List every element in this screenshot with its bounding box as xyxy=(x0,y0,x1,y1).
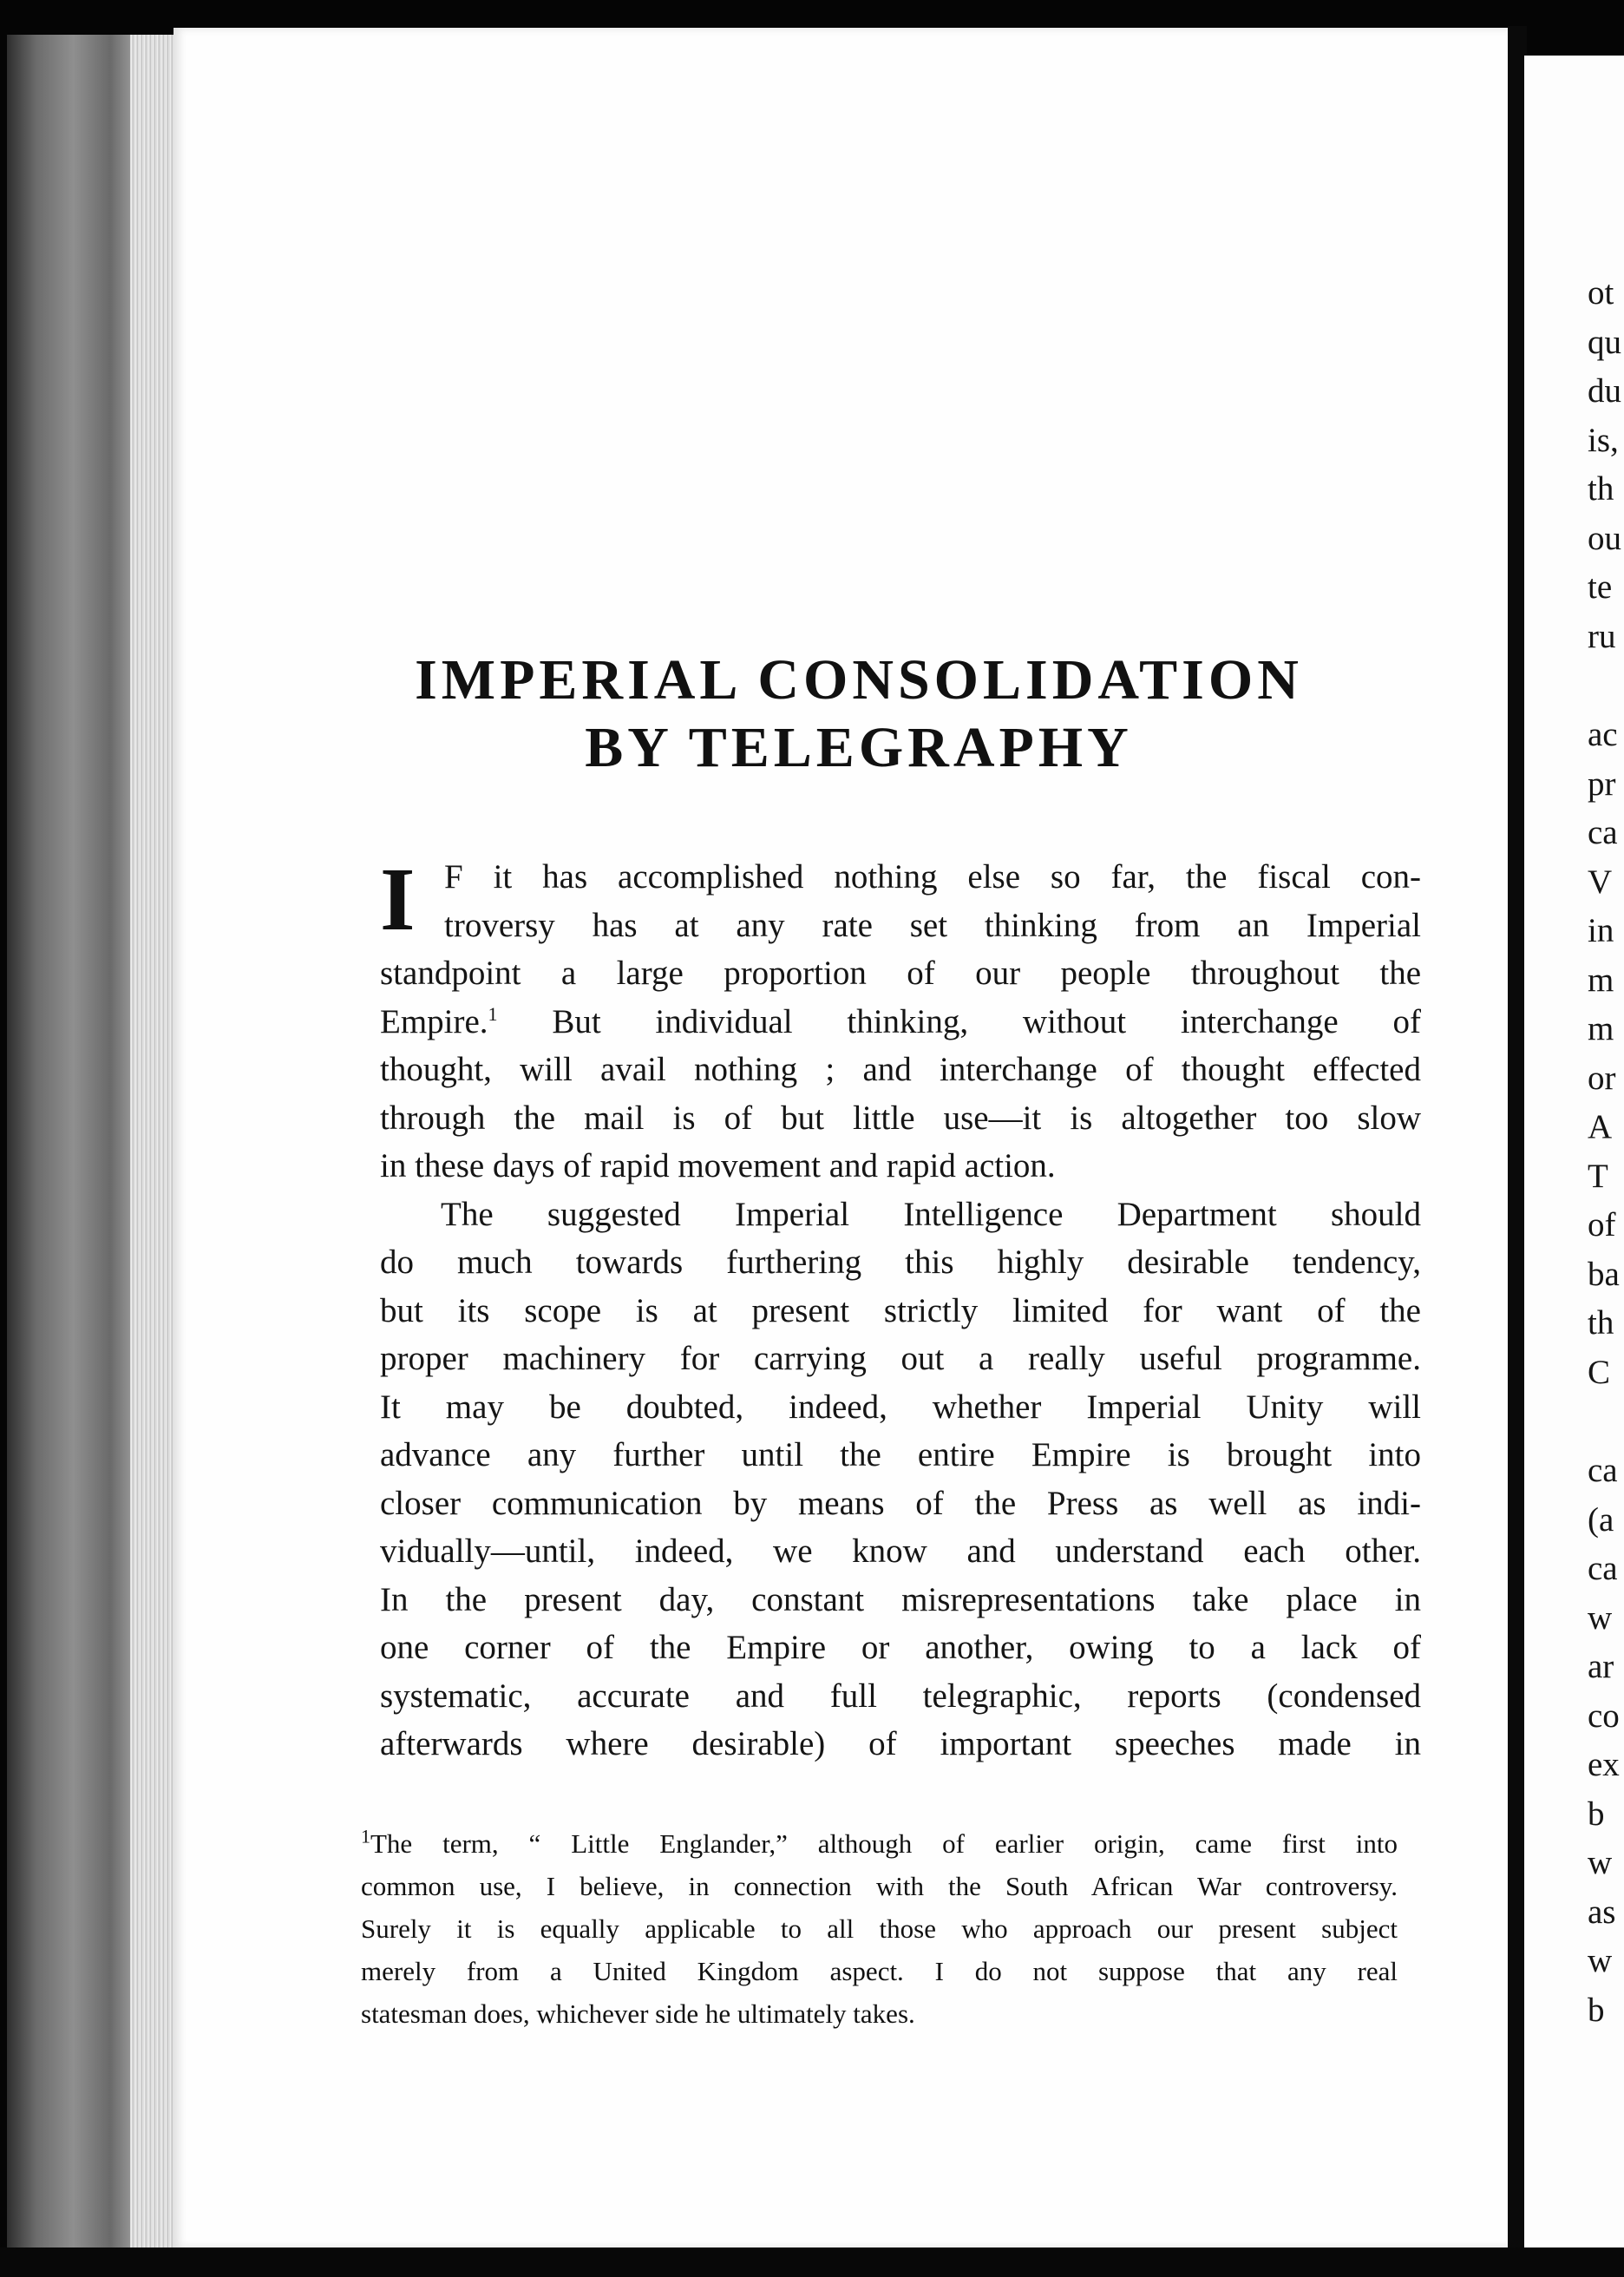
drop-cap: I xyxy=(380,850,416,949)
footnote-line: statesman does, whichever side he ultimately takes. xyxy=(361,1998,915,2029)
facing-line: of xyxy=(1588,1206,1616,1243)
facing-line: ex xyxy=(1588,1746,1620,1783)
text-fragment: The term, “ Little Englander,” although of earlier origin, came first into xyxy=(370,1828,1398,1859)
facing-line: th xyxy=(1588,470,1614,508)
text-line: proper machinery for carrying out a really useful programme. xyxy=(380,1340,1421,1377)
facing-line: C xyxy=(1588,1353,1611,1391)
facing-line: ca xyxy=(1588,814,1618,851)
footnote-line: common use, I believe, in connection with the South African War controversy. xyxy=(361,1871,1398,1901)
text-line: through the mail is of but little use—it is altogether too slow xyxy=(380,1099,1421,1137)
facing-line: w xyxy=(1588,1942,1613,1979)
facing-page-text-fragments xyxy=(1588,269,1624,2035)
facing-line: ru xyxy=(1588,617,1616,655)
footnote-line: merely from a United Kingdom aspect. I do not suppose that any real xyxy=(361,1956,1398,1986)
text-line xyxy=(380,998,1421,1047)
facing-line: m xyxy=(1588,961,1614,999)
facing-line: m xyxy=(1588,1010,1614,1047)
footnote-marker: 1 xyxy=(361,1825,370,1847)
text-line: but its scope is at present strictly limited for want of the xyxy=(380,1291,1421,1329)
facing-line: as xyxy=(1588,1893,1616,1931)
page-edges xyxy=(130,35,174,2256)
text-line: closer communication by means of the Press as well as indi- xyxy=(380,1484,1421,1522)
footnote-reference: 1 xyxy=(488,1002,498,1025)
facing-line: qu xyxy=(1588,323,1621,361)
paragraph-gap xyxy=(1588,1397,1624,1447)
facing-line: or xyxy=(1588,1059,1616,1097)
text-line: afterwards where desirable) of important speeches made in xyxy=(380,1725,1421,1762)
facing-line: is, xyxy=(1588,421,1619,459)
chapter-title-line-2: BY TELEGRAPHY xyxy=(585,716,1133,779)
text-line: advance any further until the entire Empire is brought into xyxy=(380,1436,1421,1473)
text-line: thought, will avail nothing ; and interchange of thought effected xyxy=(380,1051,1421,1088)
paragraph-gap xyxy=(1588,661,1624,711)
chapter-title-line-1: IMPERIAL CONSOLIDATION xyxy=(415,648,1303,712)
text-line: It may be doubted, indeed, whether Imperial Unity will xyxy=(380,1388,1421,1426)
facing-line: A xyxy=(1588,1108,1613,1145)
text-line: standpoint a large proportion of our people throughout the xyxy=(380,955,1421,992)
footnote-line: Surely it is equally applicable to all those who approach our present subject xyxy=(361,1913,1398,1944)
facing-line: (a xyxy=(1588,1500,1614,1539)
text-line: do much towards furthering this highly desirable tendency, xyxy=(380,1243,1421,1281)
facing-line: ou xyxy=(1588,519,1621,557)
facing-line: ba xyxy=(1588,1255,1620,1293)
text-line: one corner of the Empire or another, owing to a lack of xyxy=(380,1629,1421,1666)
facing-line: b xyxy=(1588,1991,1605,2029)
text-line: vidually—until, indeed, we know and understand each other. xyxy=(380,1532,1421,1570)
text-line: troversy has at any rate set thinking from an Imperial xyxy=(444,906,1421,944)
footnote xyxy=(361,1822,1398,2035)
text-line: In the present day, constant misrepresentations take place in xyxy=(380,1580,1421,1618)
facing-line: pr xyxy=(1588,764,1616,803)
facing-line: in xyxy=(1588,912,1614,949)
facing-line: te xyxy=(1588,568,1613,606)
text-line: F it has accomplished nothing else so far, the fiscal con- xyxy=(444,858,1421,896)
facing-line: w xyxy=(1588,1844,1613,1881)
facing-line: w xyxy=(1588,1598,1613,1637)
facing-line: ca xyxy=(1588,1550,1618,1587)
body-text xyxy=(380,850,1421,1768)
opening-paragraph xyxy=(380,850,1421,949)
facing-line: ar xyxy=(1588,1648,1614,1685)
text-line: in these days of rapid movement and rapid action. xyxy=(380,1147,1056,1184)
facing-line: co xyxy=(1588,1696,1620,1735)
footnote-line xyxy=(361,1822,1398,1865)
text-fragment: But individual thinking, without interchange of xyxy=(497,1002,1421,1040)
facing-line: V xyxy=(1588,863,1613,901)
facing-line: ca xyxy=(1588,1452,1618,1489)
scan-bottom-border xyxy=(0,2247,1624,2277)
facing-line: ac xyxy=(1588,716,1618,753)
facing-line: ot xyxy=(1588,274,1614,312)
text-line: systematic, accurate and full telegraphic, reports (condensed xyxy=(380,1677,1421,1715)
text-line: The suggested Imperial Intelligence Department should xyxy=(441,1195,1421,1233)
facing-line: T xyxy=(1588,1157,1608,1195)
facing-line: b xyxy=(1588,1795,1605,1833)
facing-line: th xyxy=(1588,1304,1614,1342)
text-fragment: Empire. xyxy=(380,1002,488,1040)
facing-line: du xyxy=(1588,372,1621,410)
